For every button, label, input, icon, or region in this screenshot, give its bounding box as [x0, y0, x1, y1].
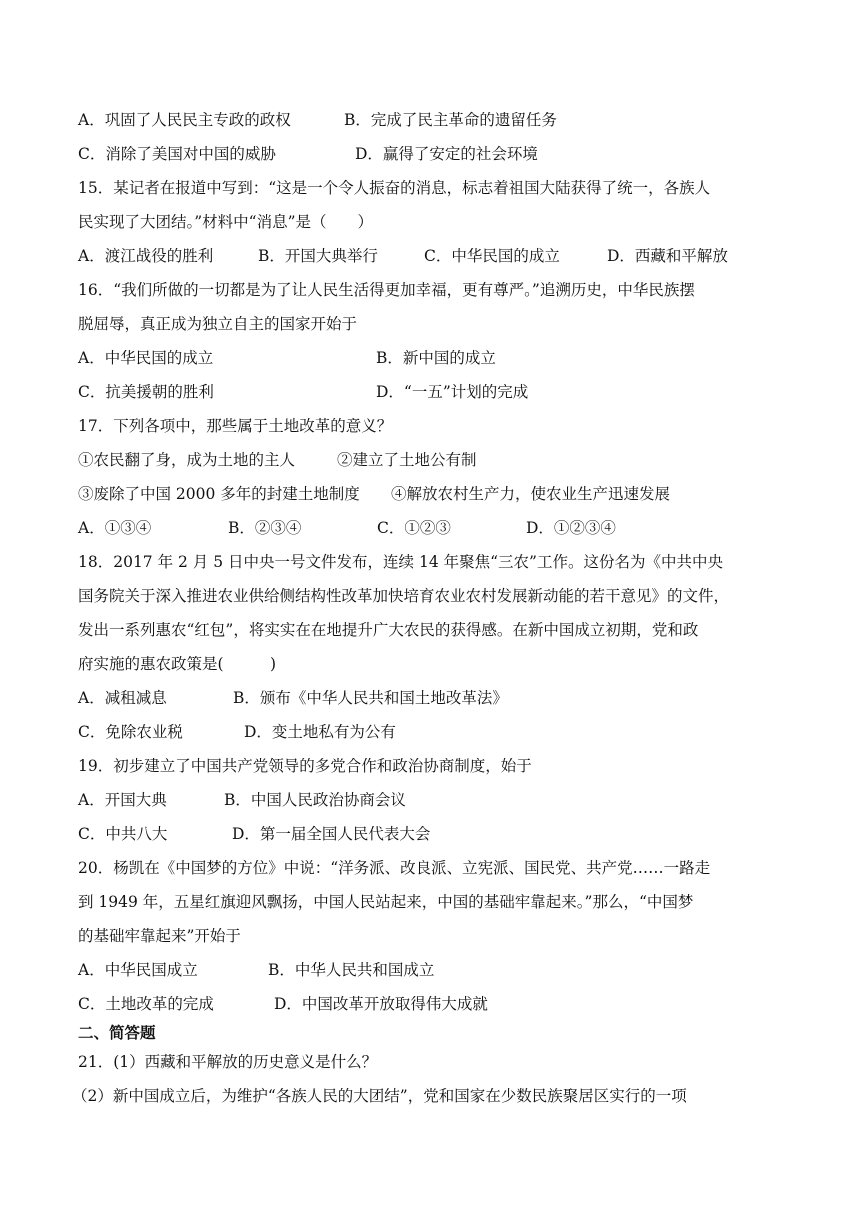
q15-options	[78, 246, 728, 266]
q18-stem-line1: 18．2017 年 2 月 5 日中央一号文件发布，连续 14 年聚焦“三农”工作。这份名为《中共中央	[78, 553, 723, 571]
q18-option-d: D．变土地私有为公有	[244, 723, 396, 741]
q20-stem-line2: 到 1949 年，五星红旗迎风飘扬，中国人民站起来，中国的基础牢靠起来。”那么，“中国梦	[78, 893, 694, 911]
q15-stem-line2: 民实现了大团结。”材料中“消息”是（ ）	[78, 213, 374, 231]
q15-option-c: C．中华民国的成立	[424, 247, 560, 265]
q20-option-c: C．土地改革的完成	[78, 995, 214, 1013]
q17-item-2: ②建立了土地公有制	[337, 451, 477, 469]
q17-option-a: A．①③④	[78, 519, 152, 537]
q19-options-row1	[78, 790, 406, 810]
q19-stem: 19．初步建立了中国共产党领导的多党合作和政治协商制度，始于	[78, 757, 532, 775]
q17-item-1: ①农民翻了身，成为土地的主人	[78, 451, 296, 469]
q20-stem-line1: 20．杨凯在《中国梦的方位》中说：“洋务派、改良派、立宪派、国民党、共产党……一路走	[78, 859, 711, 877]
q16-stem-line2: 脱屈辱，真正成为独立自主的国家开始于	[78, 315, 358, 333]
q15-option-a: A．渡江战役的胜利	[78, 247, 214, 265]
q15-option-d: D．西藏和平解放	[607, 247, 728, 265]
q19-option-c: C．中共八大	[78, 825, 168, 843]
section-title-short-answer: 二、简答题	[78, 1023, 156, 1042]
q21-part2: （2）新中国成立后，为维护“各族人民的大团结”，党和国家在少数民族聚居区实行的一项	[72, 1087, 687, 1105]
q16-option-c: C．抗美援朝的胜利	[78, 383, 214, 401]
q16-stem-line1: 16．“我们所做的一切都是为了让人民生活得更加幸福，更有尊严。”追溯历史，中华民族摆	[78, 281, 695, 299]
q17-items-row2	[78, 484, 671, 504]
q16-options-row2	[78, 382, 529, 402]
q18-stem-line3: 发出一系列惠农“红包”，将实实在在地提升广大农民的获得感。在新中国成立初期，党和政	[78, 621, 699, 639]
q17-item-3: ③废除了中国 2000 多年的封建土地制度	[78, 485, 360, 503]
q19-option-d: D．第一届全国人民代表大会	[232, 825, 431, 843]
q14-option-d: D．赢得了安定的社会环境	[355, 145, 538, 163]
q20-options-row2	[78, 994, 488, 1014]
q14-option-b: B．完成了民主革命的遗留任务	[344, 111, 557, 129]
q17-stem: 17．下列各项中，那些属于土地改革的意义？	[78, 417, 393, 435]
q14-options-row2	[78, 144, 538, 164]
q20-stem-line3: 的基础牢靠起来”开始于	[78, 927, 241, 945]
q14-option-c: C．消除了美国对中国的威胁	[78, 145, 276, 163]
q16-option-a: A．中华民国的成立	[78, 349, 214, 367]
q14-options-row1	[78, 110, 557, 130]
q19-option-b: B．中国人民政治协商会议	[224, 791, 406, 809]
q17-items-row1	[78, 450, 477, 470]
q17-option-d: D．①②③④	[526, 519, 616, 537]
q19-options-row2	[78, 824, 431, 844]
q17-options	[78, 518, 616, 538]
q16-option-d: D．“一五”计划的完成	[376, 383, 529, 401]
q16-options-row1	[78, 348, 496, 368]
q19-option-a: A．开国大典	[78, 791, 167, 809]
q18-option-c: C．免除农业税	[78, 723, 183, 741]
q18-stem-line2: 国务院关于深入推进农业供给侧结构性改革加快培育农业农村发展新动能的若干意见》的文件，	[78, 587, 730, 605]
q17-option-b: B．②③④	[228, 519, 302, 537]
q20-option-a: A．中华民国成立	[78, 961, 198, 979]
q18-option-a: A．减租减息	[78, 689, 167, 707]
q17-item-4: ④解放农村生产力，使农业生产迅速发展	[391, 485, 671, 503]
q18-options-row2	[78, 722, 396, 742]
q17-option-c: C．①②③	[377, 519, 451, 537]
q20-options-row1	[78, 960, 435, 980]
q16-option-b: B．新中国的成立	[376, 349, 496, 367]
q18-stem-line4: 府实施的惠农政策是( )	[78, 655, 277, 673]
q20-option-d: D．中国改革开放取得伟大成就	[274, 995, 488, 1013]
q14-option-a: A．巩固了人民民主专政的政权	[78, 111, 291, 129]
q20-option-b: B．中华人民共和国成立	[268, 961, 435, 979]
q15-stem-line1: 15．某记者在报道中写到：“这是一个令人振奋的消息，标志着祖国大陆获得了统一，各族人	[78, 179, 711, 197]
q18-options-row1	[78, 688, 508, 708]
q18-option-b: B．颁布《中华人民共和国土地改革法》	[233, 689, 508, 707]
q15-option-b: B．开国大典举行	[258, 247, 378, 265]
q21-part1: 21．(1）西藏和平解放的历史意义是什么？	[78, 1053, 378, 1071]
